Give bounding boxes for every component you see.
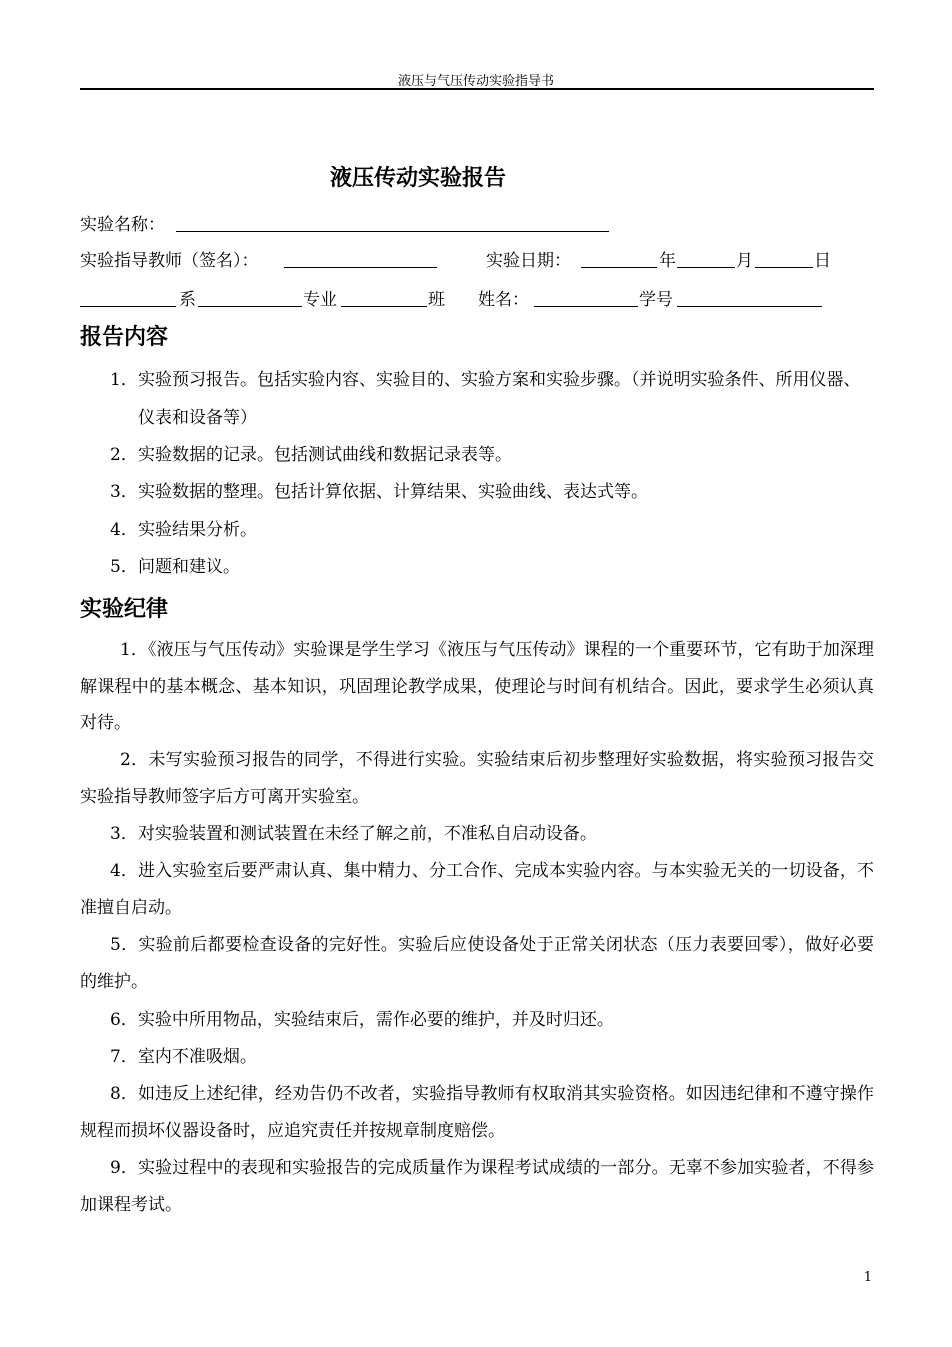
report-item-text: 实验数据的整理。包括计算依据、计算结果、实验曲线、表达式等。 — [138, 482, 648, 502]
report-item-text: 实验数据的记录。包括测试曲线和数据记录表等。 — [138, 445, 512, 465]
day-label: 日 — [814, 251, 831, 271]
document-title: 液压传动实验报告 — [329, 165, 506, 191]
date-label: 实验日期： — [486, 251, 571, 271]
header-rule — [80, 88, 874, 90]
experiment-name-blank — [176, 231, 609, 232]
name-label: 姓名： — [478, 290, 529, 310]
instructor-label: 实验指导教师（签名）： — [80, 251, 259, 271]
discipline-rule: 7．室内不准吸烟。 — [110, 1047, 257, 1067]
discipline-rule: 5．实验前后都要检查设备的完好性。实验后应使设备处于正常关闭状态（压力表要回零），做好必要的维护。 — [80, 935, 874, 992]
year-blank — [581, 267, 657, 268]
page-number: 1 — [863, 1270, 872, 1285]
experiment-name-row — [80, 210, 874, 234]
department-blank — [80, 306, 176, 307]
day-blank — [755, 267, 813, 268]
report-item — [80, 362, 874, 437]
report-item — [80, 437, 874, 475]
student-id-label: 学号 — [639, 290, 673, 310]
report-item-text: 实验结果分析。 — [138, 520, 257, 540]
discipline-rule: 1．《液压与气压传动》实验课是学生学习《液压与气压传动》课程的一个重要环节，它有助于加深理解课程中的基本概念、基本知识，巩固理论教学成果，使理论与时间有机结合。因此，要求学生必须认真对待。 — [80, 640, 874, 733]
instructor-signature-blank — [284, 267, 437, 268]
report-item-number: 4． — [110, 520, 138, 540]
report-item — [80, 549, 874, 587]
major-label: 专业 — [303, 290, 337, 310]
report-item-text: 问题和建议。 — [138, 557, 240, 577]
report-item-number: 1． — [110, 370, 138, 390]
running-header: 液压与气压传动实验指导书 — [397, 74, 554, 89]
discipline-rule: 4．进入实验室后要严肃认真、集中精力、分工合作、完成本实验内容。与本实验无关的一切设备，不准擅自启动。 — [80, 861, 874, 918]
student-id-blank — [677, 306, 822, 307]
discipline-rule: 9．实验过程中的表现和实验报告的完成质量作为课程考试成绩的一部分。无辜不参加实验者，不得参加课程考试。 — [80, 1158, 874, 1215]
discipline-rule: 3．对实验装置和测试装置在未经了解之前，不准私自启动设备。 — [110, 824, 597, 844]
report-item — [80, 512, 874, 550]
report-item-text: 实验预习报告。包括实验内容、实验目的、实验方案和实验步骤。（并说明实验条件、所用仪器、仪表和设备等） — [138, 370, 861, 428]
month-blank — [677, 267, 735, 268]
class-blank — [341, 306, 427, 307]
name-blank — [534, 306, 638, 307]
class-label: 班 — [428, 290, 445, 310]
major-blank — [198, 306, 302, 307]
experiment-name-label: 实验名称： — [80, 215, 165, 235]
discipline-section-heading: 实验纪律 — [80, 596, 169, 622]
year-label: 年 — [659, 251, 676, 271]
discipline-rule: 8．如违反上述纪律，经劝告仍不改者，实验指导教师有权取消其实验资格。如因违纪律和不遵守操作规程而损坏仪器设备时，应追究责任并按规章制度赔偿。 — [80, 1084, 874, 1141]
discipline-rule: 6．实验中所用物品，实验结束后，需作必要的维护，并及时归还。 — [110, 1010, 614, 1030]
month-label: 月 — [736, 251, 753, 271]
report-item-number: 2． — [110, 445, 138, 465]
discipline-rule: 2．未写实验预习报告的同学，不得进行实验。实验结束后初步整理好实验数据，将实验预习报告交实验指导教师签字后方可离开实验室。 — [80, 750, 874, 807]
department-label: 系 — [179, 290, 196, 310]
instructor-date-row — [80, 246, 874, 270]
report-item-number: 3． — [110, 482, 138, 502]
student-info-row — [80, 285, 874, 309]
report-section-heading: 报告内容 — [80, 324, 169, 350]
report-item — [80, 474, 874, 512]
report-item-number: 5． — [110, 557, 138, 577]
